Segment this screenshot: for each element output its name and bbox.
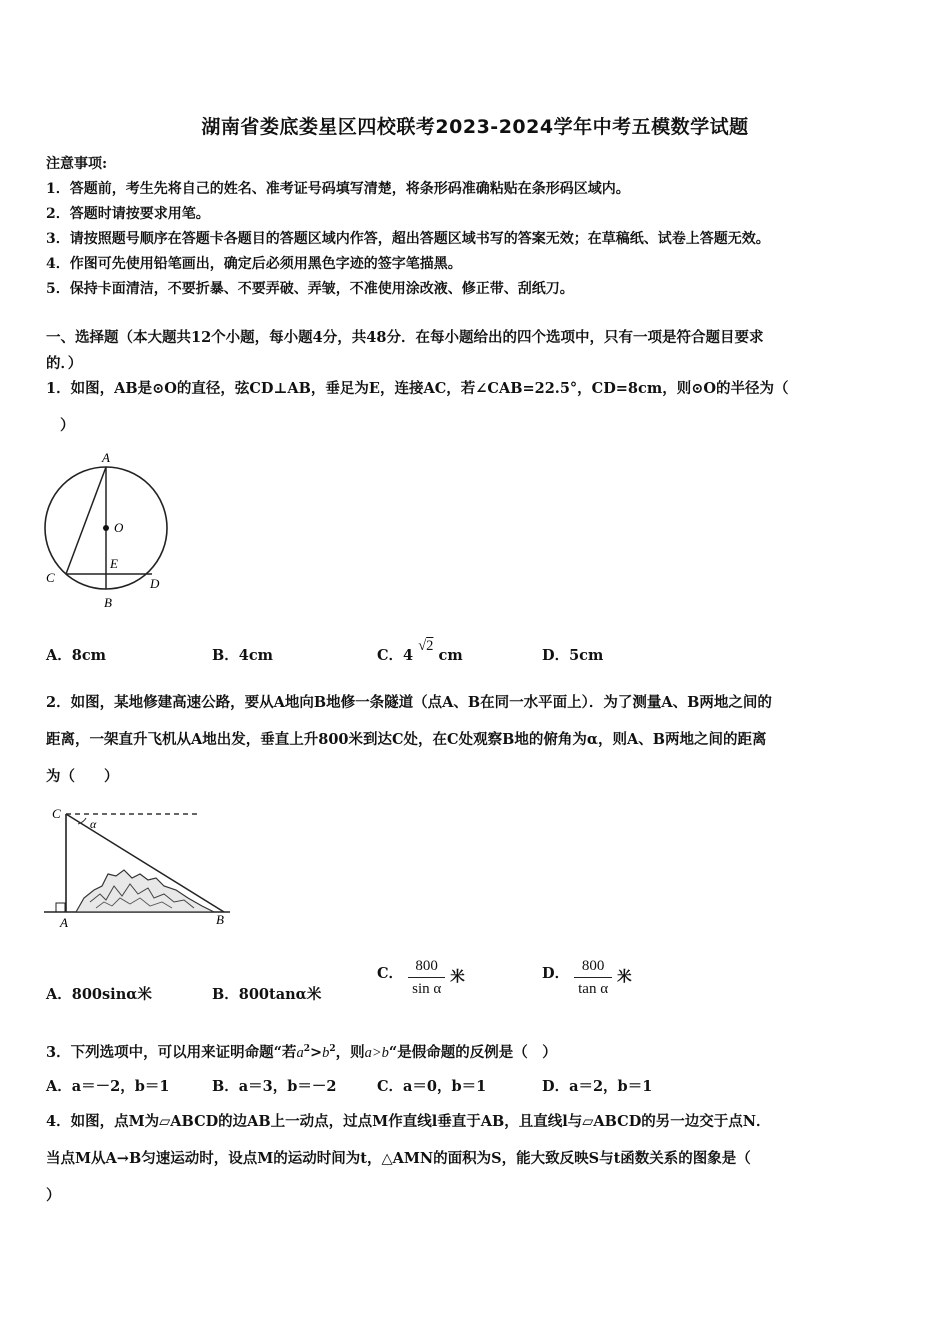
q2-option-c-numerator: 800: [408, 955, 445, 978]
label-b: B: [216, 912, 224, 927]
q2-option-c-fraction: [408, 955, 445, 1000]
q2-helicopter-figure: [44, 802, 244, 932]
q2-option-c: [377, 955, 465, 1000]
q2-stem-line1: 2．如图，某地修建高速公路，要从A地向B地修一条隧道（点A、B在同一水平面上）．为了测量A、B两地之间的: [46, 694, 772, 711]
q3-var-b: b: [322, 1045, 330, 1061]
notes-section: [46, 152, 770, 302]
note-item: 1．答题前，考生先将自己的姓名、准考证号码填写清楚，将条形码准确粘贴在条形码区域内。: [46, 181, 630, 197]
q2-option-d-fraction: [574, 955, 612, 1000]
label-a: A: [60, 915, 68, 930]
label-c: C: [46, 570, 55, 585]
section-heading-line1: 一、选择题（本大题共12个小题，每小题4分，共48分．在每小题给出的四个选项中，只有一项是符合题目要求: [46, 329, 764, 346]
q4-stem-line3: ）: [46, 1187, 61, 1204]
q3-exp: 2: [303, 1044, 310, 1055]
segment-ac: [66, 467, 106, 574]
q3-stem: [46, 1041, 557, 1062]
mountain-shape: [76, 870, 214, 912]
note-item: 3．请按照题号顺序在答题卡各题目的答题区域内作答，超出答题区域书写的答案无效；在草稿纸、试卷上答题无效。: [46, 231, 770, 247]
q2-option-c-denominator: sin α: [412, 981, 442, 997]
q1-option-c-prefix: C．4: [377, 647, 414, 664]
q3-stem-prefix: 3．下列选项中，可以用来证明命题“若: [46, 1044, 297, 1061]
q2-option-d-numerator: 800: [574, 955, 612, 978]
q3-option-b: B．a＝3，b＝－2: [212, 1078, 337, 1095]
q1-option-a: A．8cm: [46, 647, 107, 664]
q3-option-a: A．a＝－2，b＝1: [46, 1078, 170, 1095]
q1-option-c-radicand: 2: [426, 638, 434, 654]
q3-stem-mid: ，则: [335, 1044, 365, 1061]
page-title: 湖南省娄底娄星区四校联考2023-2024学年中考五模数学试题: [201, 116, 749, 138]
q1-stem-line2: ）: [60, 417, 75, 434]
q2-option-b: B．800tanα米: [212, 986, 322, 1003]
q2-stem-line3: 为（ ）: [46, 768, 119, 785]
q1-option-d: D．5cm: [542, 647, 604, 664]
q2-option-c-label: C．: [377, 964, 404, 982]
q4-stem-line1: 4．如图，点M为▱ABCD的边AB上一动点，过点M作直线l垂直于AB，且直线l与▱ABCD的另一边交于点N．: [46, 1113, 771, 1130]
label-c: C: [52, 806, 61, 821]
q3-exp: 2: [329, 1044, 336, 1055]
q2-option-a: A．800sinα米: [46, 986, 152, 1003]
q1-stem-line1: 1．如图，AB是⊙O的直径，弦CD⊥AB，垂足为E，连接AC，若∠CAB=22.5°，CD=8cm，则⊙O的半径为（: [46, 380, 789, 397]
center-point: [103, 525, 109, 531]
q2-option-d-denominator: tan α: [578, 981, 609, 997]
q3-option-c: C．a＝0，b＝1: [377, 1078, 487, 1095]
notes-heading: 注意事项:: [46, 156, 108, 172]
q2-option-c-unit: 米: [450, 968, 465, 986]
q3-gt: >: [309, 1044, 323, 1061]
label-d: D: [150, 576, 160, 591]
note-item: 4．作图可先使用铅笔画出，确定后必须用黑色字迹的签字笔描黑。: [46, 256, 462, 272]
q1-circle-figure: [40, 448, 172, 613]
q3-stem-suffix: “是假命题的反例是（ ）: [388, 1044, 557, 1061]
q1-option-c: [377, 638, 463, 665]
section-heading-line2: 的．）: [46, 355, 83, 372]
q2-option-d-unit: 米: [617, 968, 632, 986]
q2-stem-line2: 距离，一架直升飞机从A地出发，垂直上升800米到达C处，在C处观察B地的俯角为α，则A、B两地之间的距离: [46, 731, 767, 748]
q2-option-d-label: D．: [542, 964, 570, 982]
q2-option-d: [542, 955, 632, 1000]
right-angle-mark: [56, 903, 65, 912]
q1-option-c-suffix: cm: [438, 647, 463, 664]
note-item: 2．答题时请按要求用笔。: [46, 206, 210, 222]
label-e: E: [110, 556, 118, 571]
label-b: B: [104, 595, 112, 610]
note-item: 5．保持卡面清洁，不要折暴、不要弄破、弄皱，不准使用涂改液、修正带、刮纸刀。: [46, 281, 574, 297]
q3-ab: a>b: [364, 1045, 389, 1061]
label-a: A: [102, 450, 110, 465]
q4-stem-line2: 当点M从A→B匀速运动时，设点M的运动时间为t，△AMN的面积为S，能大致反映S与t函数关系的图象是（: [46, 1150, 751, 1167]
sqrt-symbol-icon: √2: [418, 638, 434, 654]
label-o: O: [114, 520, 124, 535]
q3-var-a: a: [296, 1045, 304, 1061]
label-alpha: α: [90, 817, 97, 831]
q3-option-d: D．a＝2，b＝1: [542, 1078, 653, 1095]
q1-option-b: B．4cm: [212, 647, 274, 664]
